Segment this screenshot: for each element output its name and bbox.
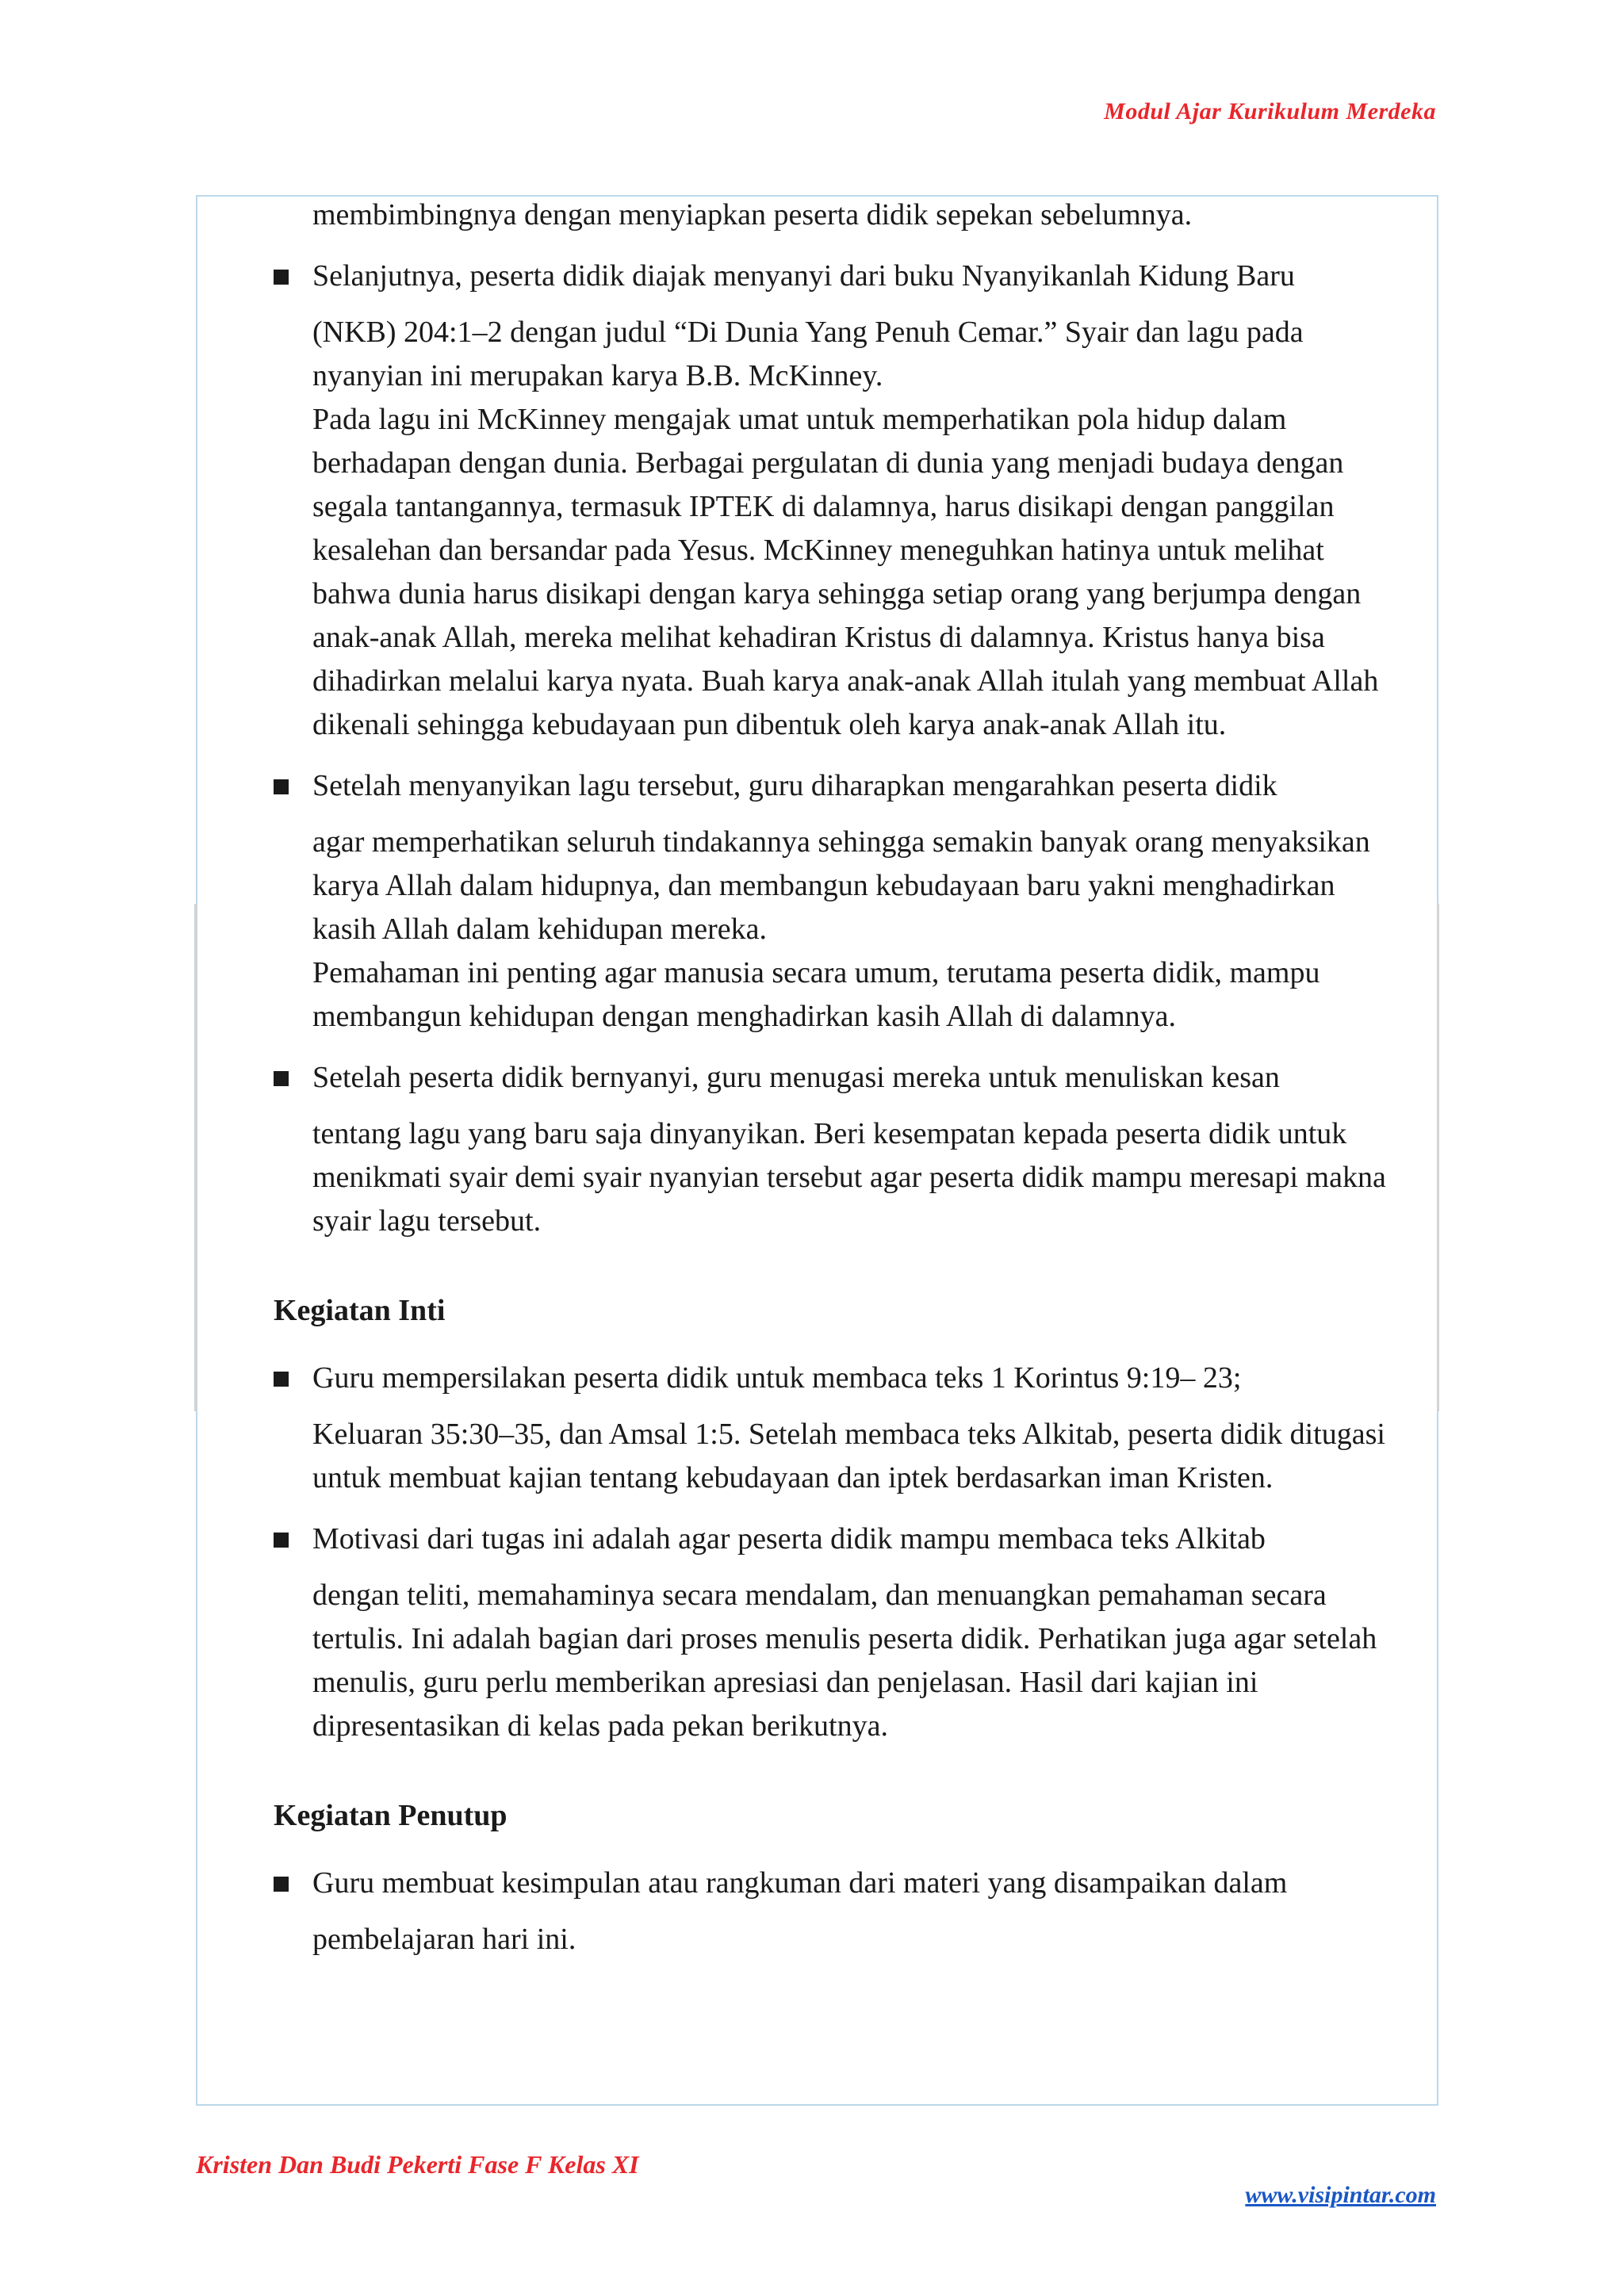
- section-heading-inti: Kegiatan Inti: [274, 1294, 446, 1327]
- list-item-extra-text: Pada lagu ini McKinney mengajak umat untuk memperhatikan pola hidup dalam berhadapan dengan dunia. Berbagai pergulatan di dunia yang menjadi budaya dengan segala tantangannya, termasuk IPTEK di dalamnya, harus disikapi dengan panggilan kesalehan dan bersandar pada Yesus. McKinney meneguhkan hatinya untuk melihat bahwa dunia harus disikapi dengan karya sehingga setiap orang yang berjumpa dengan anak-anak Allah, mereka melihat kehadiran Kristus di dalamnya. Kristus hanya bisa dihadirkan melalui karya nyata. Buah karya anak-anak Allah itulah yang membuat Allah dikenali sehingga kebudayaan pun dibentuk oleh karya anak-anak Allah itu.: [312, 403, 1379, 741]
- square-bullet-icon: [274, 1533, 289, 1548]
- list-item: [274, 1056, 1400, 1243]
- list-item-first-line: Setelah peserta didik bernyanyi, guru menugasi mereka untuk menuliskan kesan: [312, 1061, 1280, 1094]
- square-bullet-icon: [274, 270, 289, 285]
- frame-side-mark-left: [194, 904, 197, 1411]
- list-item-text: agar memperhatikan seluruh tindakannya sehingga semakin banyak orang menyaksikan karya Allah dalam hidupnya, dan membangun kebudayaan baru yakni menghadirkan kasih Allah dalam kehidupan mereka.: [312, 825, 1370, 946]
- list-item-text: (NKB) 204:1–2 dengan judul “Di Dunia Yang Penuh Cemar.” Syair dan lagu pada nyanyian ini merupakan karya B.B. McKinney.: [312, 316, 1304, 392]
- square-bullet-icon: [274, 779, 289, 794]
- list-item-text: dengan teliti, memahaminya secara mendalam, dan menuangkan pemahaman secara tertulis. Ini adalah bagian dari proses menulis peserta didik. Perhatikan juga agar setelah menulis, guru perlu memberikan apresiasi dan penjelasan. Hasil dari kajian ini dipresentasikan di kelas pada pekan berikutnya.: [312, 1578, 1377, 1743]
- list-item: [274, 254, 1400, 747]
- list-item-first-line: Selanjutnya, peserta didik diajak menyanyi dari buku Nyanyikanlah Kidung Baru: [312, 259, 1295, 293]
- list-item-text: tentang lagu yang baru saja dinyanyikan. Beri kesempatan kepada peserta didik untuk menikmati syair demi syair nyanyian tersebut agar peserta didik mampu meresapi makna syair lagu tersebut.: [312, 1117, 1386, 1238]
- list-item: [274, 1357, 1400, 1500]
- continuation-text: membimbingnya dengan menyiapkan peserta didik sepekan sebelumnya.: [312, 198, 1193, 232]
- list-item-extra-text: Pemahaman ini penting agar manusia secara umum, terutama peserta didik, mampu membangun kehidupan dengan menghadirkan kasih Allah di dalamnya.: [312, 956, 1320, 1033]
- list-item-text: pembelajaran hari ini.: [312, 1923, 576, 1956]
- footer-website-link[interactable]: www.visipintar.com: [1245, 2182, 1436, 2208]
- list-item: [274, 1517, 1400, 1748]
- square-bullet-icon: [274, 1877, 289, 1892]
- page-content: [274, 193, 1400, 1979]
- list-item-first-line: Guru mempersilakan peserta didik untuk membaca teks 1 Korintus 9:19– 23;: [312, 1361, 1242, 1395]
- square-bullet-icon: [274, 1372, 289, 1387]
- list-item-text: Keluaran 35:30–35, dan Amsal 1:5. Setelah membaca teks Alkitab, peserta didik ditugasi untuk membuat kajian tentang kebudayaan dan iptek berdasarkan iman Kristen.: [312, 1418, 1385, 1494]
- list-item-first-line: Guru membuat kesimpulan atau rangkuman dari materi yang disampaikan dalam: [312, 1866, 1288, 1900]
- list-item: [274, 764, 1400, 1039]
- square-bullet-icon: [274, 1071, 289, 1086]
- list-item-first-line: Setelah menyanyikan lagu tersebut, guru diharapkan mengarahkan peserta didik: [312, 769, 1277, 802]
- page-header-title: Modul Ajar Kurikulum Merdeka: [1104, 98, 1436, 124]
- footer-book-title: Kristen Dan Budi Pekerti Fase F Kelas XI: [196, 2150, 639, 2179]
- list-item: [274, 1862, 1400, 1961]
- frame-side-mark-right: [1437, 904, 1439, 1411]
- list-item-first-line: Motivasi dari tugas ini adalah agar peserta didik mampu membaca teks Alkitab: [312, 1522, 1266, 1556]
- section-heading-penutup: Kegiatan Penutup: [274, 1799, 508, 1832]
